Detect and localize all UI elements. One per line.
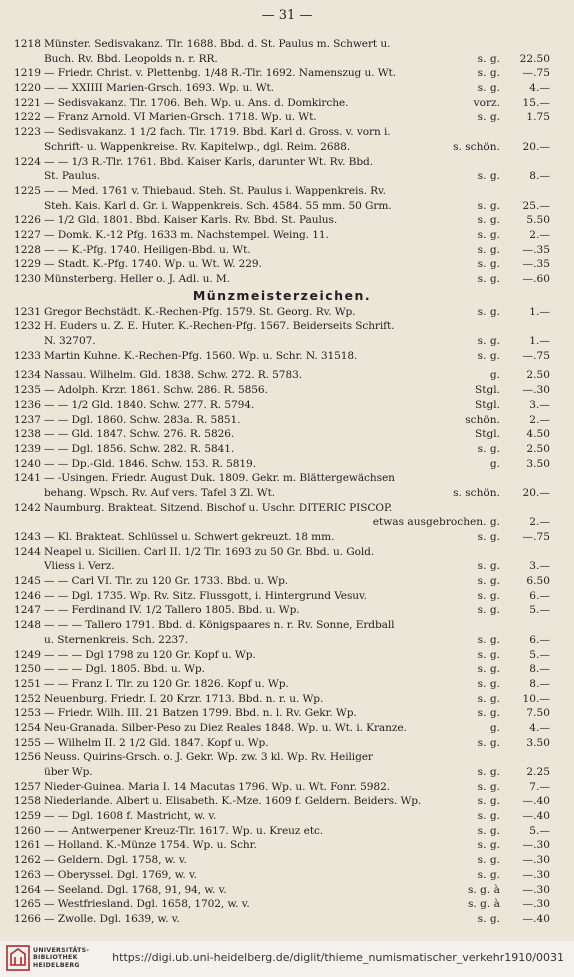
- lot-description: Steh. Kais. Karl d. Gr. i. Wappenkreis. Sch. 4584. 55 mm. 50 Grm.: [44, 199, 392, 212]
- lot-condition: s. schön.: [453, 486, 500, 499]
- lot-description: — Adolph. Krzr. 1861. Schw. 286. R. 5856.: [44, 384, 268, 397]
- lot-price: 2.—: [529, 413, 550, 426]
- lot-price: 3.—: [529, 560, 550, 573]
- catalog-line: [14, 603, 550, 618]
- lot-price: 4.—: [529, 82, 550, 95]
- lot-price: 5.—: [529, 648, 550, 661]
- lot-price: —.30: [522, 384, 550, 397]
- lot-description: — — Med. 1761 v. Thiebaud. Steh. St. Paulus i. Wappenkreis. Rv.: [44, 184, 386, 197]
- lot-price: —.40: [522, 912, 550, 925]
- lot-condition: s. g.: [477, 868, 500, 881]
- catalog-line: [14, 184, 550, 199]
- catalog-line: [14, 559, 550, 574]
- lot-description: Naumburg. Brakteat. Sitzend. Bischof u. Uschr. DITERIC PISCOP.: [44, 501, 393, 514]
- catalog-line: [14, 349, 550, 364]
- page-number: — 31 —: [261, 8, 313, 23]
- lot-number: 1225: [14, 184, 41, 197]
- lot-description: — — Dp.-Gld. 1846. Schw. 153. R. 5819.: [44, 457, 256, 470]
- catalog-line: [14, 66, 550, 81]
- library-name-line: UNIVERSITÄTS-: [33, 947, 90, 954]
- lot-price: 4.—: [529, 721, 550, 734]
- lot-number: 1231: [14, 305, 41, 318]
- lot-condition: s. g.: [477, 170, 500, 183]
- lot-number: 1260: [14, 824, 41, 837]
- catalog-line: [14, 413, 550, 428]
- lot-condition: s. g.: [477, 692, 500, 705]
- lot-condition: s. g.: [477, 912, 500, 925]
- lot-number: 1255: [14, 736, 41, 749]
- lot-description: — — 1/3 R.-Tlr. 1761. Bbd. Kaiser Karls, darunter Wt. Rv. Bbd.: [44, 155, 373, 168]
- lot-price: 8.—: [529, 170, 550, 183]
- lot-number: 1220: [14, 82, 41, 95]
- lot-description: — Geldern. Dgl. 1758, w. v.: [44, 854, 187, 867]
- catalog-line: [14, 750, 550, 765]
- lot-description: — -Usingen. Friedr. August Duk. 1809. Gekr. m. Blättergewächsen: [44, 472, 395, 485]
- lot-number: 1237: [14, 413, 41, 426]
- section-heading: Münzmeisterzeichen.: [192, 287, 372, 303]
- lot-number: 1246: [14, 589, 41, 602]
- lot-number: 1236: [14, 398, 41, 411]
- lot-description: — — Dgl. 1735. Wp. Rv. Sitz. Flussgott, i. Hintergrund Vesuv.: [44, 589, 367, 602]
- lot-description: — — 1/2 Gld. 1840. Schw. 277. R. 5794.: [44, 398, 255, 411]
- catalog-line: [14, 721, 550, 736]
- lot-description: H. Euders u. Z. E. Huter. K.-Rechen-Pfg. 1567. Beiderseits Schrift.: [44, 320, 395, 333]
- lot-price: 5.—: [529, 824, 550, 837]
- lot-price: —.40: [522, 795, 550, 808]
- catalog-line: [14, 589, 550, 604]
- lot-description: Münster. Sedisvakanz. Tlr. 1688. Bbd. d. St. Paulus m. Schwert u.: [44, 38, 391, 50]
- lot-price: 1.75: [526, 111, 550, 124]
- lot-description: — — Ferdinand IV. 1/2 Tallero 1805. Bbd. u. Wp.: [44, 604, 300, 617]
- lot-condition: s. g.: [477, 258, 500, 271]
- catalog-line: [14, 809, 550, 824]
- lot-number: 1247: [14, 604, 41, 617]
- library-name: [33, 947, 89, 969]
- lot-price: 2.50: [526, 442, 550, 455]
- catalog-line: [14, 96, 550, 111]
- lot-description: Nassau. Wilhelm. Gld. 1838. Schw. 272. R. 5783.: [44, 369, 302, 382]
- lot-condition: s. g.: [477, 111, 500, 124]
- lot-number: 1262: [14, 854, 41, 867]
- lot-condition: s. g.: [477, 349, 500, 362]
- lot-description: Niederlande. Albert u. Elisabeth. K.-Mze. 1609 f. Geldern. Beiders. Wp.: [44, 795, 422, 808]
- catalog-line: [14, 155, 550, 170]
- lot-description: — Friedr. Wilh. III. 21 Batzen 1799. Bbd. n. l. Rv. Gekr. Wp.: [44, 707, 357, 720]
- university-library-logo-icon: [6, 945, 30, 971]
- lot-price: 1.—: [529, 305, 550, 318]
- lot-number: 1221: [14, 96, 41, 109]
- lot-number: 1228: [14, 243, 41, 256]
- catalog-line: [14, 52, 550, 67]
- catalog-line: [14, 545, 550, 560]
- lot-condition: s. g. à: [467, 898, 500, 911]
- lot-description: N. 32707.: [44, 335, 96, 348]
- lot-number: 1230: [14, 273, 41, 285]
- lot-description: — — — Dgl 1798 zu 120 Gr. Kopf u. Wp.: [44, 648, 256, 661]
- catalog-line: [14, 780, 550, 795]
- lot-number: 1227: [14, 228, 41, 241]
- lot-condition: Stgl.: [474, 398, 500, 411]
- library-name-line: HEIDELBERG: [33, 961, 80, 969]
- lot-price: —.30: [522, 854, 550, 867]
- lot-price: —.30: [522, 898, 550, 911]
- lot-price: —.75: [522, 531, 550, 543]
- lot-description: — — Franz I. Tlr. zu 120 Gr. 1826. Kopf u. Wp.: [44, 677, 289, 690]
- lot-number: 1224: [14, 155, 41, 168]
- lot-condition: s. g.: [477, 305, 500, 318]
- lot-description: — — Antwerpener Kreuz-Tlr. 1617. Wp. u. Kreuz etc.: [44, 824, 324, 837]
- catalog-line: [14, 897, 550, 912]
- lot-price: 2.50: [526, 369, 550, 382]
- catalog-line: [14, 334, 550, 349]
- lot-condition: g.: [489, 721, 500, 734]
- lot-price: 6.—: [529, 589, 550, 602]
- lot-number: 1242: [14, 501, 41, 514]
- catalog-line: [14, 243, 550, 258]
- lot-price: 15.—: [522, 96, 550, 109]
- lot-description: — — — Tallero 1791. Bbd. d. Königspaares n. r. Rv. Sonne, Erdball: [44, 619, 395, 632]
- lot-description: Neapel u. Sicilien. Carl II. 1/2 Tlr. 1693 zu 50 Gr. Bbd. u. Gold.: [44, 545, 375, 558]
- lot-price: 2.—: [529, 516, 550, 529]
- lot-condition: s. g.: [477, 52, 500, 65]
- lot-condition: s. g.: [477, 677, 500, 690]
- lot-number: 1226: [14, 214, 41, 227]
- lot-number: 1223: [14, 126, 41, 139]
- lot-description: — Westfriesland. Dgl. 1658, 1702, w. v.: [44, 898, 250, 911]
- catalog-line: [14, 794, 550, 809]
- lot-number: 1240: [14, 457, 41, 470]
- lot-number: 1239: [14, 442, 41, 455]
- catalog-line: [14, 912, 550, 927]
- lot-number: 1252: [14, 692, 41, 705]
- lot-number: 1250: [14, 663, 41, 676]
- catalog-line: [14, 319, 550, 334]
- catalog-line: [14, 633, 550, 648]
- catalog-line: [14, 692, 550, 707]
- catalog-line: [14, 457, 550, 472]
- lot-description: — Friedr. Christ. v. Plettenbg. 1/48 R.-Tlr. 1692. Namenszug u. Wt.: [44, 67, 396, 80]
- lot-condition: s. g.: [477, 335, 500, 348]
- lot-condition: s. g.: [477, 228, 500, 241]
- lot-price: 5.50: [526, 214, 550, 227]
- lot-number: 1245: [14, 575, 41, 588]
- catalog-line: [14, 618, 550, 633]
- lot-number: 1264: [14, 883, 41, 896]
- lot-price: 22.50: [519, 52, 550, 65]
- lot-price: 20.—: [522, 140, 550, 153]
- catalog-line: [14, 213, 550, 228]
- lot-price: —.35: [522, 243, 550, 256]
- lot-number: 1238: [14, 428, 41, 441]
- catalog-line: [14, 838, 550, 853]
- lot-number: 1258: [14, 795, 41, 808]
- catalog-line: [14, 868, 550, 883]
- catalog-line: [14, 125, 550, 140]
- lot-number: 1249: [14, 648, 41, 661]
- lot-condition: s. g.: [477, 214, 500, 227]
- lot-condition: s. g.: [477, 560, 500, 573]
- lot-description: Gregor Bechstädt. K.-Rechen-Pfg. 1579. St. Georg. Rv. Wp.: [44, 305, 356, 318]
- lot-price: 8.—: [529, 677, 550, 690]
- lot-condition: Stgl.: [474, 384, 500, 397]
- lot-condition: s. g.: [477, 810, 500, 823]
- lot-price: 25.—: [522, 199, 550, 212]
- catalog-line: [14, 383, 550, 398]
- catalog-line: [14, 501, 550, 516]
- lot-description: u. Sternenkreis. Sch. 2237.: [44, 633, 189, 646]
- lot-number: 1219: [14, 67, 41, 80]
- lot-condition: s. g.: [477, 839, 500, 852]
- lot-condition: s. g.: [477, 243, 500, 256]
- lot-number: 1253: [14, 707, 41, 720]
- catalog-line: [14, 368, 550, 383]
- lot-condition: schön.: [465, 413, 500, 426]
- lot-price: —.35: [522, 258, 550, 271]
- lot-condition: s. g.: [477, 199, 500, 212]
- lot-number: 1229: [14, 258, 41, 271]
- catalog-line: [14, 442, 550, 457]
- lot-description: — Seeland. Dgl. 1768, 91, 94, w. v.: [44, 883, 227, 896]
- catalog-line: [14, 853, 550, 868]
- catalog-line: [14, 272, 550, 287]
- lot-condition: s. g.: [477, 575, 500, 588]
- catalog-line: [14, 81, 550, 96]
- lot-condition: Stgl.: [474, 428, 500, 441]
- lot-price: —.30: [522, 839, 550, 852]
- lot-condition: s. g.: [477, 531, 500, 543]
- lot-description: — — XXIIII Marien-Grsch. 1693. Wp. u. Wt.: [44, 82, 274, 95]
- lot-condition: s. g.: [477, 273, 500, 285]
- catalog-line: [14, 427, 550, 442]
- lot-price: —.30: [522, 868, 550, 881]
- lot-price: 2.—: [529, 228, 550, 241]
- lot-condition: s. g.: [477, 604, 500, 617]
- lot-number: 1259: [14, 810, 41, 823]
- lot-description: — Kl. Brakteat. Schlüssel u. Schwert gekreuzt. 18 mm.: [44, 531, 335, 543]
- lot-description: Nieder-Guinea. Maria I. 14 Macutas 1796. Wp. u. Wt. Fonr. 5982.: [44, 780, 390, 793]
- lot-description: Schrift- u. Wappenkreise. Rv. Kapitelwp., dgl. Reim. 2688.: [44, 140, 351, 153]
- catalog-line: [14, 140, 550, 155]
- lot-number: 1263: [14, 868, 41, 881]
- lot-price: 4.50: [526, 428, 550, 441]
- lot-description: Neu-Granada. Silber-Peso zu Diez Reales 1848. Wp. u. Wt. i. Kranze.: [44, 721, 407, 734]
- lot-condition: s. g.: [477, 633, 500, 646]
- lot-number: 1256: [14, 751, 41, 764]
- lot-price: —.75: [522, 67, 550, 80]
- lot-condition: s. g.: [477, 648, 500, 661]
- lot-description: über Wp.: [44, 766, 93, 778]
- lot-price: 3.50: [526, 457, 550, 470]
- lot-description: — 1/2 Gld. 1801. Bbd. Kaiser Karls. Rv. Bbd. St. Paulus.: [44, 214, 338, 227]
- catalog-line: [14, 305, 550, 320]
- catalog-line: [14, 736, 550, 751]
- lot-condition: s. g.: [477, 780, 500, 793]
- lot-condition: s. g.: [477, 707, 500, 720]
- lot-condition: s. schön.: [453, 140, 500, 153]
- lot-description: — — Carl VI. Tlr. zu 120 Gr. 1733. Bbd. u. Wp.: [44, 575, 289, 588]
- lot-condition: s. g.: [477, 82, 500, 95]
- lot-description: — Holland. K.-Münze 1754. Wp. u. Schr.: [44, 839, 257, 852]
- lot-price: 2.25: [526, 766, 550, 778]
- lot-number: 1234: [14, 369, 41, 382]
- lot-description: — Zwolle. Dgl. 1639, w. v.: [44, 912, 180, 925]
- lot-description: — — — Dgl. 1805. Bbd. u. Wp.: [44, 663, 205, 676]
- catalog-line: [14, 706, 550, 721]
- lot-description: Buch. Rv. Bbd. Leopolds n. r. RR.: [44, 52, 218, 65]
- lot-description: — Wilhelm II. 2 1/2 Gld. 1847. Kopf u. Wp.: [44, 736, 269, 749]
- lot-price: 5.—: [529, 604, 550, 617]
- lot-description: St. Paulus.: [44, 170, 100, 183]
- lot-number: 1254: [14, 721, 41, 734]
- lot-price: 7.50: [526, 707, 550, 720]
- lot-description: Martin Kuhne. K.-Rechen-Pfg. 1560. Wp. u. Schr. N. 31518.: [44, 349, 358, 362]
- lot-price: —.40: [522, 810, 550, 823]
- library-name-line: BIBLIOTHEK: [33, 954, 78, 962]
- lot-description: Neuenburg. Friedr. I. 20 Krzr. 1713. Bbd. n. r. u. Wp.: [44, 692, 324, 705]
- lot-price: 20.—: [522, 486, 550, 499]
- lot-condition: etwas ausgebrochen. g.: [372, 516, 500, 529]
- lot-price: —.30: [522, 883, 550, 896]
- source-url-link[interactable]: https://digi.ub.uni-heidelberg.de/diglit/thieme_numismatischer_verkehr1910/0031: [112, 951, 564, 964]
- lot-number: 1243: [14, 531, 41, 543]
- lot-number: 1257: [14, 780, 41, 793]
- lot-condition: s. g. à: [467, 883, 500, 896]
- lot-condition: s. g.: [477, 795, 500, 808]
- lot-condition: g.: [489, 457, 500, 470]
- lot-description: — — Dgl. 1860. Schw. 283a. R. 5851.: [44, 413, 241, 426]
- lot-number: 1265: [14, 898, 41, 911]
- catalog-line: [14, 398, 550, 413]
- lot-condition: vorz.: [473, 96, 500, 109]
- lot-number: 1248: [14, 619, 41, 632]
- lot-price: 7.—: [529, 780, 550, 793]
- lot-price: —.75: [522, 349, 550, 362]
- lot-price: 8.—: [529, 663, 550, 676]
- lot-description: — — Gld. 1847. Schw. 276. R. 5826.: [44, 428, 235, 441]
- lot-number: 1222: [14, 111, 41, 124]
- lot-number: 1233: [14, 349, 41, 362]
- lot-description: — Stadt. K.-Pfg. 1740. Wp. u. Wt. W. 229.: [44, 258, 262, 271]
- catalog-line: [14, 169, 550, 184]
- lot-condition: s. g.: [477, 663, 500, 676]
- catalog-line: [14, 662, 550, 677]
- lot-description: — — K.-Pfg. 1740. Heiligen-Bbd. u. Wt.: [44, 243, 251, 256]
- lot-price: 10.—: [522, 692, 550, 705]
- lot-price: 3.50: [526, 736, 550, 749]
- lot-price: 6.—: [529, 633, 550, 646]
- lot-price: 3.—: [529, 398, 550, 411]
- lot-number: 1261: [14, 839, 41, 852]
- lot-description: — Domk. K.-12 Pfg. 1633 m. Nachstempel. Weing. 11.: [44, 228, 329, 241]
- lot-description: — — Dgl. 1856. Schw. 282. R. 5841.: [44, 442, 235, 455]
- lot-condition: s. g.: [477, 766, 500, 778]
- lot-price: 6.50: [526, 575, 550, 588]
- lot-condition: g.: [489, 369, 500, 382]
- lot-condition: s. g.: [477, 589, 500, 602]
- catalog-line: [14, 257, 550, 272]
- lot-number: 1251: [14, 677, 41, 690]
- lot-number: 1235: [14, 384, 41, 397]
- catalog-line: [14, 110, 550, 125]
- lot-description: — Franz Arnold. VI Marien-Grsch. 1718. Wp. u. Wt.: [44, 111, 317, 124]
- lot-description: behang. Wpsch. Rv. Auf vers. Tafel 3 Zl. Wt.: [44, 486, 276, 499]
- lot-price: —.60: [522, 273, 550, 285]
- lot-condition: s. g.: [477, 67, 500, 80]
- catalog-line: [14, 824, 550, 839]
- catalog-line: [14, 574, 550, 589]
- lot-condition: s. g.: [477, 736, 500, 749]
- lot-number: 1232: [14, 320, 41, 333]
- lot-number: 1244: [14, 545, 41, 558]
- lot-description: Neuss. Quirins-Grsch. o. J. Gekr. Wp. zw. 3 kl. Wp. Rv. Heiliger: [44, 751, 373, 764]
- catalog-line: [14, 228, 550, 243]
- catalog-line: [14, 677, 550, 692]
- catalog-line: [14, 486, 550, 501]
- lot-description: — Sedisvakanz. 1 1/2 fach. Tlr. 1719. Bbd. Karl d. Gross. v. vorn i.: [44, 126, 391, 139]
- lot-price: 1.—: [529, 335, 550, 348]
- catalog-line: [14, 199, 550, 214]
- catalog-line: [14, 530, 550, 545]
- lot-number: 1266: [14, 912, 41, 925]
- catalog-line: [14, 883, 550, 898]
- catalog-line: [14, 515, 550, 530]
- lot-number: 1218: [14, 38, 41, 50]
- lot-description: — Sedisvakanz. Tlr. 1706. Beh. Wp. u. Ans. d. Domkirche.: [44, 96, 349, 109]
- lot-condition: s. g.: [477, 854, 500, 867]
- lot-number: 1241: [14, 472, 41, 485]
- catalog-line: [14, 648, 550, 663]
- footer-bar: [0, 941, 574, 977]
- catalog-line: [14, 765, 550, 780]
- lot-description: — Oberyssel. Dgl. 1769, w. v.: [44, 868, 197, 881]
- catalog-entries: [14, 37, 550, 927]
- catalog-line: [14, 471, 550, 486]
- lot-condition: s. g.: [477, 442, 500, 455]
- lot-description: Münsterberg. Heller o. J. Adl. u. M.: [44, 273, 230, 285]
- catalog-line: [14, 37, 550, 52]
- lot-condition: s. g.: [477, 824, 500, 837]
- lot-description: — — Dgl. 1608 f. Mastricht, w. v.: [44, 810, 217, 823]
- lot-description: Vliess i. Verz.: [44, 560, 115, 573]
